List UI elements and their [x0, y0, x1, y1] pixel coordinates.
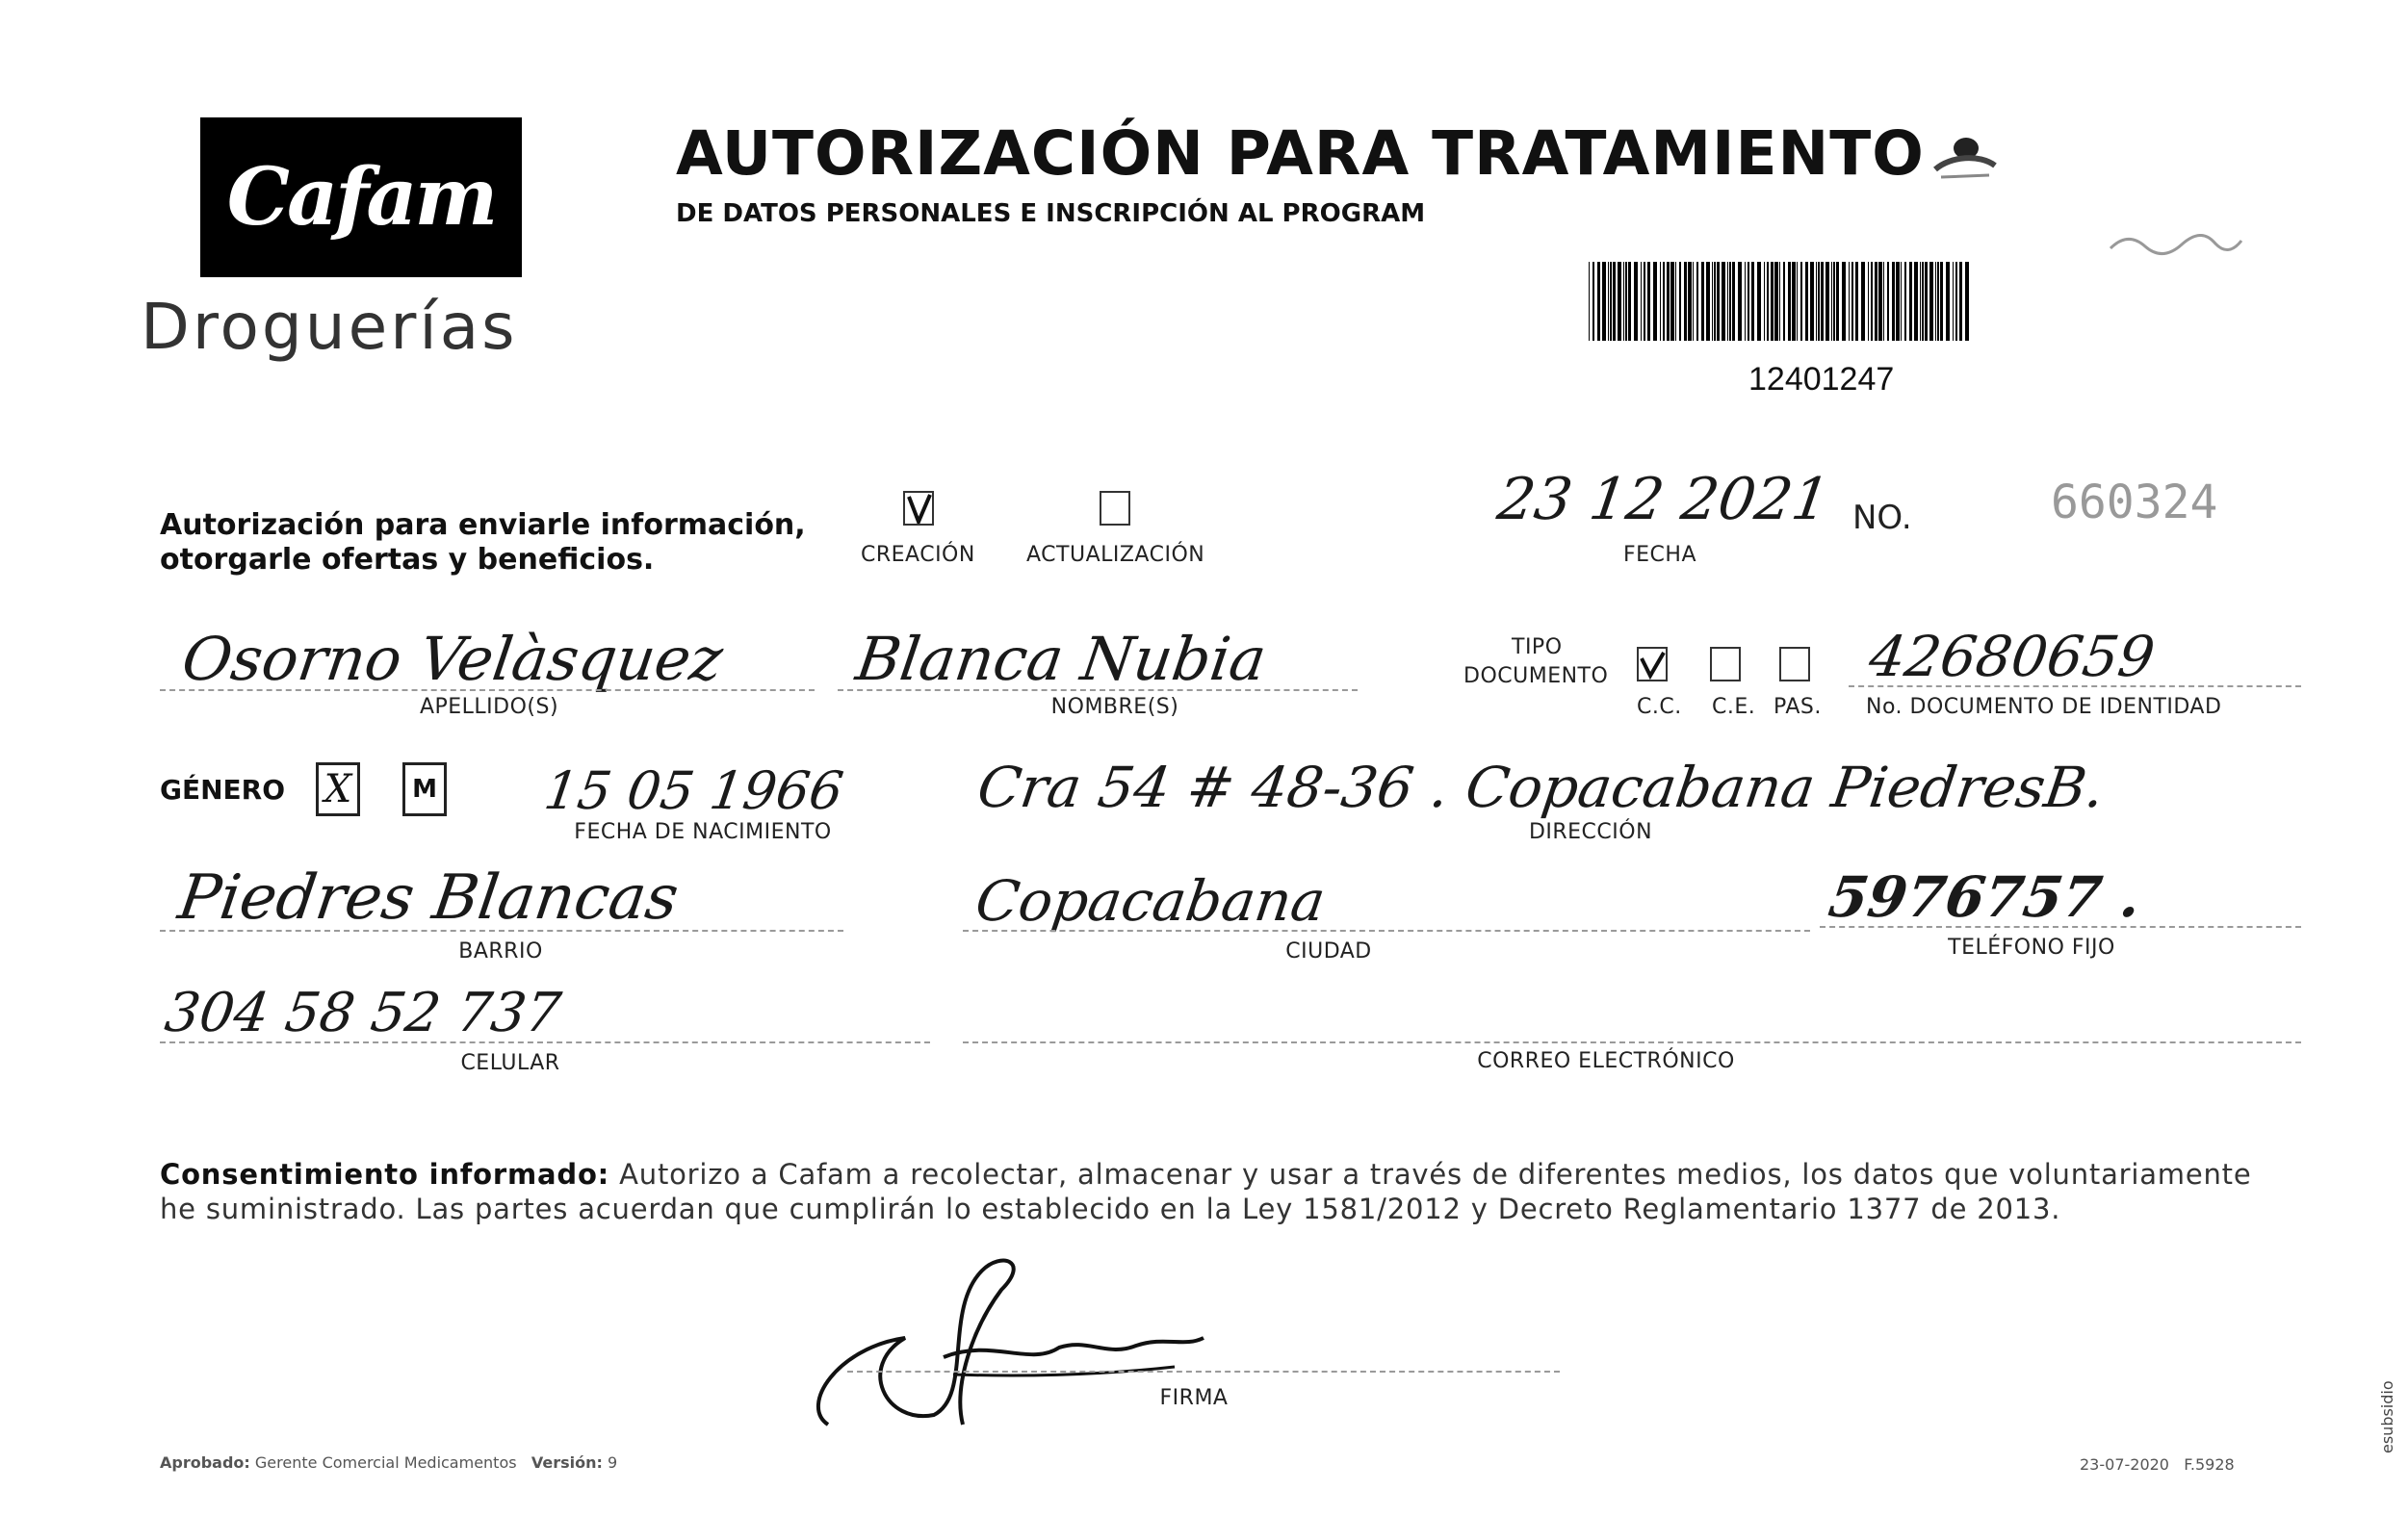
- creacion-label: CREACIÓN: [861, 543, 975, 567]
- documento-line: [1849, 685, 2301, 687]
- documento-value[interactable]: 42680659: [1865, 624, 2159, 689]
- cc-label: C.C.: [1637, 695, 1682, 719]
- no-value: 660324: [2051, 475, 2218, 529]
- apellidos-line: [160, 689, 815, 691]
- cafam-logo: [200, 117, 522, 277]
- direccion-label: DIRECCIÓN: [1528, 820, 1653, 844]
- direccion-value[interactable]: Cra 54 # 48-36 . Copacabana PiedresB.: [973, 755, 2109, 820]
- seal-icon: [1931, 127, 1999, 181]
- actualizacion-checkbox[interactable]: [1100, 491, 1130, 526]
- version-label: Versión:: [531, 1453, 603, 1472]
- documento-label: No. DOCUMENTO DE IDENTIDAD: [1866, 695, 2222, 719]
- pas-label: PAS.: [1774, 695, 1822, 719]
- corner-stamp-icon: [2109, 221, 2243, 260]
- pas-checkbox[interactable]: [1779, 647, 1810, 681]
- celular-value[interactable]: 304 58 52 737: [161, 982, 565, 1044]
- barrio-line: [160, 930, 843, 932]
- barcode-number: 12401247: [1748, 361, 1895, 398]
- creacion-checkbox[interactable]: [903, 491, 934, 526]
- celular-label: CELULAR: [460, 1051, 560, 1075]
- logo-text: Cafam: [226, 151, 496, 244]
- authorization-text-line1: Autorización para enviarle información,: [160, 508, 806, 542]
- celular-line: [160, 1041, 930, 1043]
- form-subtitle: DE DATOS PERSONALES E INSCRIPCIÓN AL PROGRAM: [676, 199, 1426, 228]
- form-code: F.5928: [2184, 1455, 2235, 1474]
- signature-label: FIRMA: [1159, 1386, 1229, 1410]
- telefono-line: [1820, 926, 2301, 928]
- authorization-text: [160, 508, 834, 578]
- actualizacion-label: ACTUALIZACIÓN: [1026, 543, 1205, 567]
- fecha-nacimiento-label: FECHA DE NACIMIENTO: [574, 820, 832, 844]
- telefono-label: TELÉFONO FIJO: [1948, 936, 2115, 960]
- authorization-text-line2: otorgarle ofertas y beneficios.: [160, 543, 655, 577]
- nombres-value[interactable]: Blanca Nubia: [851, 624, 1271, 694]
- date-code: 23-07-2020: [2080, 1455, 2169, 1474]
- signature-drawing: [799, 1232, 1242, 1444]
- nombres-label: NOMBRE(S): [1050, 695, 1179, 719]
- fecha-nacimiento-value[interactable]: 15 05 1966: [540, 760, 847, 821]
- ciudad-value[interactable]: Copacabana: [971, 868, 1330, 934]
- barcode-icon: [1589, 262, 1974, 341]
- check-mark-icon: [1639, 649, 1666, 680]
- form-title: AUTORIZACIÓN PARA TRATAMIENTO: [676, 118, 1925, 189]
- apellidos-value[interactable]: Osorno Velàsquez: [177, 624, 728, 694]
- consent-text: Autorizo a Cafam a recolectar, almacenar y usar a través de diferentes medios, los datos que voluntariamente he suministrado. Las partes acuerdan que cumplirán lo establecido en la Ley 1581/2012 y Decreto Reglamentario 1377 de 2013.: [160, 1158, 2252, 1225]
- barrio-value[interactable]: Piedres Blancas: [173, 862, 683, 934]
- genero-label: GÉNERO: [160, 774, 286, 806]
- ce-checkbox[interactable]: [1710, 647, 1741, 681]
- fecha-value: 23 12 2021: [1493, 466, 1834, 533]
- apellidos-label: APELLIDO(S): [419, 695, 559, 719]
- no-label: NO.: [1852, 499, 1912, 537]
- cc-checkbox[interactable]: [1637, 647, 1668, 681]
- aprobado-label: Aprobado:: [160, 1453, 250, 1472]
- genero-f-checkbox[interactable]: X: [316, 762, 360, 816]
- tipo-documento-label-2: DOCUMENTO: [1463, 664, 1609, 688]
- genero-m-checkbox[interactable]: M: [402, 762, 447, 816]
- aprobado-value: Gerente Comercial Medicamentos: [254, 1453, 517, 1472]
- telefono-value[interactable]: 5976757 .: [1825, 864, 2145, 930]
- ce-label: C.E.: [1712, 695, 1756, 719]
- signature-line: [847, 1371, 1560, 1373]
- fecha-label: FECHA: [1623, 543, 1697, 567]
- version-value: 9: [607, 1453, 618, 1472]
- barrio-label: BARRIO: [458, 939, 543, 964]
- vertical-brand-text: esubsidio: [2378, 1380, 2396, 1453]
- correo-label: CORREO ELECTRÓNICO: [1477, 1049, 1735, 1073]
- consent-bold-label: Consentimiento informado:: [160, 1158, 610, 1191]
- consent-paragraph: [160, 1157, 2278, 1226]
- footer-codes: [2080, 1455, 2235, 1474]
- tipo-documento-label-1: TIPO: [1512, 635, 1563, 659]
- nombres-line: [838, 689, 1358, 691]
- ciudad-label: CIUDAD: [1285, 939, 1372, 964]
- ciudad-line: [963, 930, 1810, 932]
- correo-line: [963, 1041, 2301, 1043]
- footer-aprobado: [160, 1453, 617, 1472]
- check-mark-icon: [905, 493, 932, 524]
- brand-subtitle: Droguerías: [141, 290, 518, 364]
